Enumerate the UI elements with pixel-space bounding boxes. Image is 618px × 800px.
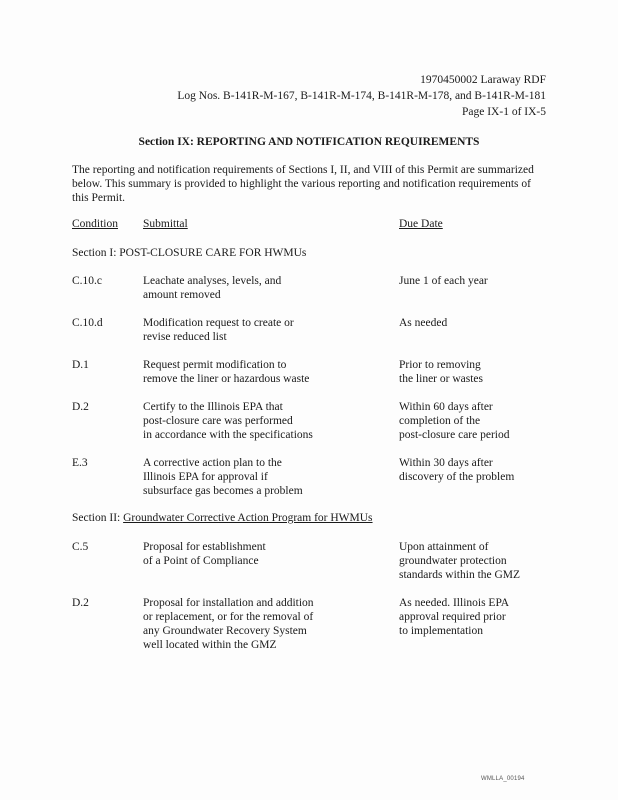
section-heading-2 [72,512,373,524]
due-line: discovery of the problem [399,471,515,483]
row-condition: D.2 [72,401,89,413]
column-header-due-date: Due Date [399,218,443,230]
row-submittal [143,274,383,302]
row-condition: E.3 [72,457,88,469]
row-due-date [399,456,559,484]
row-due-date [399,596,559,638]
submittal-line: revise reduced list [143,331,227,343]
header-facility-id: 1970450002 Laraway RDF [420,74,546,86]
submittal-line: of a Point of Compliance [143,555,259,567]
row-submittal [143,596,383,652]
submittal-line: any Groundwater Recovery System [143,625,307,637]
section-heading-1 [72,247,306,259]
row-condition: D.1 [72,359,89,371]
section-heading-prefix: Section II: [72,512,124,524]
row-submittal [143,456,383,498]
submittal-line: in accordance with the specifications [143,429,313,441]
submittal-line: remove the liner or hazardous waste [143,373,310,385]
header-page-number: Page IX-1 of IX-5 [462,106,546,118]
row-due-date [399,540,559,582]
due-line: June 1 of each year [399,275,488,287]
due-line: As needed. Illinois EPA [399,597,510,609]
submittal-line: Proposal for installation and addition [143,597,314,609]
due-line: As needed [399,317,448,329]
row-due-date [399,274,559,288]
row-submittal [143,358,383,386]
row-due-date [399,316,559,330]
submittal-line: well located within the GMZ [143,639,277,651]
row-condition: C.10.c [72,275,103,287]
row-due-date [399,400,559,442]
row-submittal [143,316,383,344]
section-heading-title: POST-CLOSURE CARE FOR HWMUs [119,247,307,259]
due-line: Within 30 days after [399,457,493,469]
due-line: approval required prior [399,611,506,623]
due-line: Upon attainment of [399,541,489,553]
column-header-condition: Condition [72,218,119,230]
row-submittal [143,540,383,568]
submittal-line: A corrective action plan to the [143,457,282,469]
row-submittal [143,400,383,442]
bates-number: WMLLA_00194 [481,776,525,782]
row-condition: C.10.d [72,317,103,329]
submittal-line: Request permit modification to [143,359,287,371]
due-line: Prior to removing [399,359,481,371]
row-due-date [399,358,559,386]
submittal-line: or replacement, or for the removal of [143,611,314,623]
row-condition: C.5 [72,541,89,553]
due-line: groundwater protection [399,555,507,567]
submittal-line: Leachate analyses, levels, and [143,275,282,287]
due-line: completion of the [399,415,481,427]
section-heading-prefix: Section I: [72,247,120,259]
intro-paragraph: The reporting and notification requirements of Sections I, II, and VIII of this Permit are summarized below. This summary is provided to highlight the various reporting and notification requirements of this Permit. [72,164,534,204]
submittal-line: Certify to the Illinois EPA that [143,401,283,413]
row-condition: D.2 [72,597,89,609]
header-log-numbers: Log Nos. B-141R-M-167, B-141R-M-174, B-141R-M-178, and B-141R-M-181 [177,90,546,102]
due-line: Within 60 days after [399,401,493,413]
submittal-line: post-closure care was performed [143,415,293,427]
due-line: to implementation [399,625,483,637]
due-line: the liner or wastes [399,373,483,385]
due-line: standards within the GMZ [399,569,521,581]
submittal-line: Modification request to create or [143,317,294,329]
section-heading-title: Groundwater Corrective Action Program for HWMUs [123,512,373,524]
submittal-line: Proposal for establishment [143,541,266,553]
due-line: post-closure care period [399,429,510,441]
submittal-line: subsurface gas becomes a problem [143,485,303,497]
column-header-submittal: Submittal [143,218,188,230]
submittal-line: Illinois EPA for approval if [143,471,268,483]
submittal-line: amount removed [143,289,221,301]
section-title: Section IX: REPORTING AND NOTIFICATION REQUIREMENTS [138,136,480,148]
